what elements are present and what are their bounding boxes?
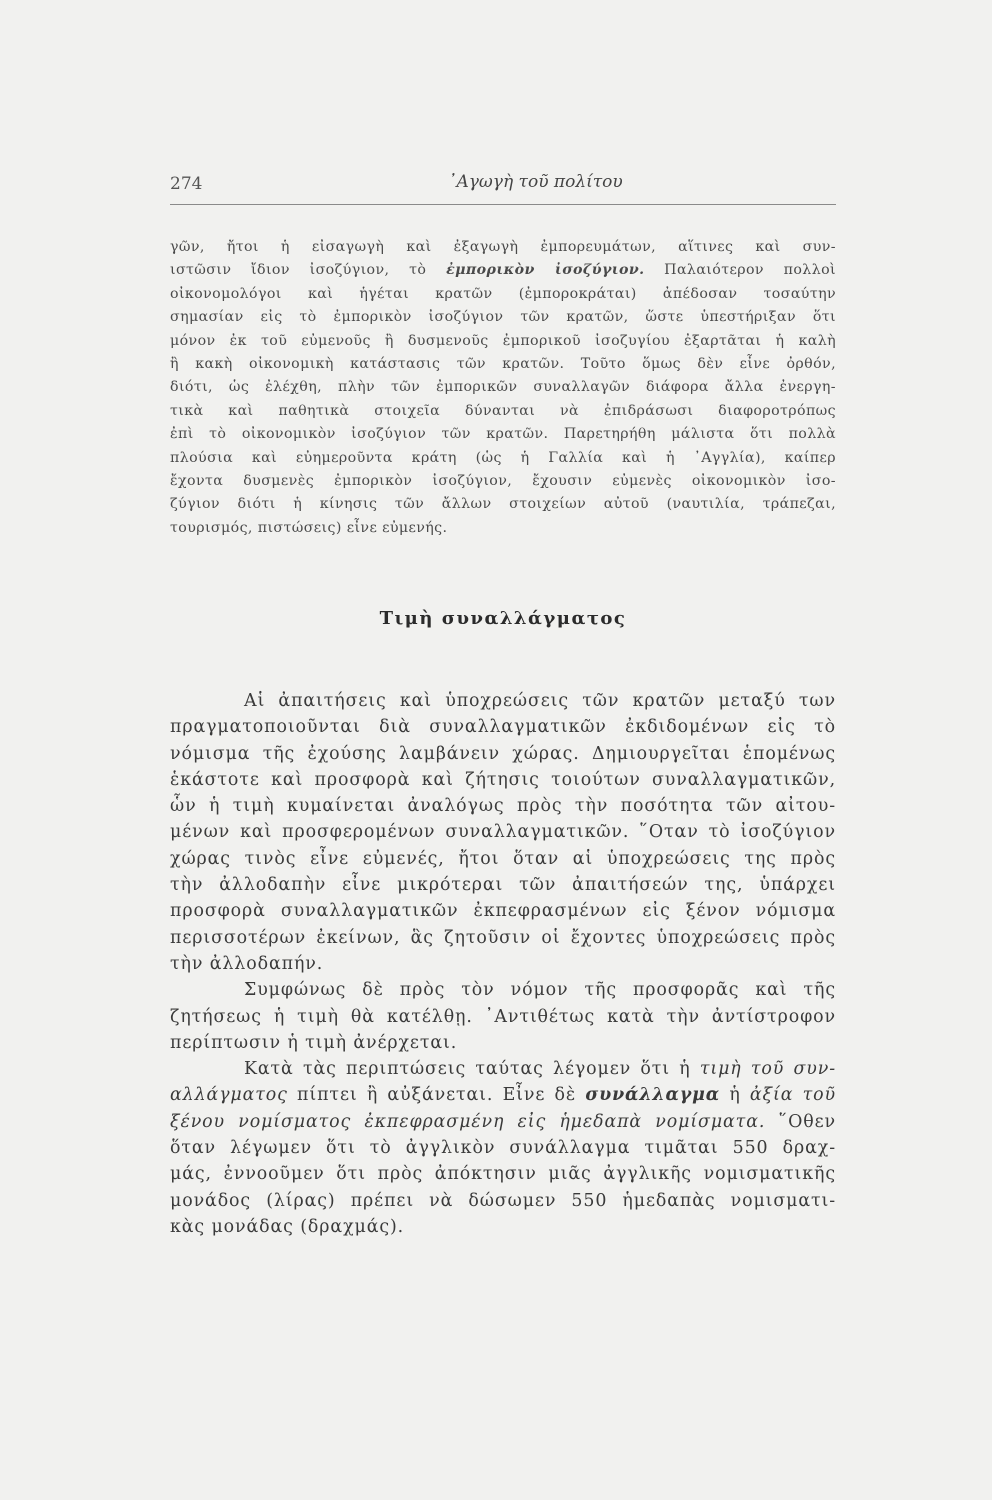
emphasis-term: τιμὴ τοῦ συν- xyxy=(699,1059,836,1080)
page-header xyxy=(170,172,836,205)
text-line: ζητήσεως ἡ τιμὴ θὰ κατέλθῃ. ᾿Αντιθέτως κατὰ τὴν ἀντίστροφον xyxy=(170,1006,836,1027)
text-line: μένων καὶ προσφερομένων συναλλαγματικῶν. ῞Οταν τὸ ἰσοζύγιον xyxy=(170,822,836,843)
text-line: μάς, ἐννοοῦμεν ὅτι πρὸς ἀπόκτησιν μιᾶς ἀγγλικῆς νομισματικῆς xyxy=(170,1164,836,1185)
paragraph-1 xyxy=(170,688,836,977)
intro-paragraph xyxy=(170,236,836,540)
text-line: γῶν, ἤτοι ἡ εἰσαγωγὴ καὶ ἐξαγωγὴ ἐμπορευμάτων, αἵτινες καὶ συν- xyxy=(170,239,836,255)
text-line: διότι, ὡς ἐλέχθη, πλὴν τῶν ἐμπορικῶν συναλλαγῶν διάφορα ἄλλα ἐνεργη- xyxy=(170,379,836,396)
text-line: ἑκάστοτε καὶ προσφορὰ καὶ ζήτησις τοιούτων συναλλαγματικῶν, xyxy=(170,769,836,790)
body-text xyxy=(170,688,836,1240)
text-fragment: ιστῶσιν ἴδιον ἰσοζύγιον, τὸ xyxy=(170,262,447,279)
text-line: τουρισμός, πιστώσεις) εἶνε εὐμενής. xyxy=(170,519,448,536)
text-line xyxy=(170,1082,836,1108)
section-heading: Τιμὴ συναλλάγματος xyxy=(379,608,627,629)
text-line: Συμφώνως δὲ πρὸς τὸν νόμον τῆς προσφορᾶς καὶ τῆς xyxy=(244,980,836,1001)
page-number: 274 xyxy=(170,174,203,194)
text-line: πραγματοποιοῦνται διὰ συναλλαγματικῶν ἐκδιδομένων εἰς τὸ xyxy=(170,717,836,738)
bold-term: συνάλλαγμα xyxy=(585,1085,721,1106)
text-line: τικὰ καὶ παθητικὰ στοιχεῖα δύνανται νὰ ἐπιδράσωσι διαφοροτρόπως xyxy=(170,402,836,419)
text-fragment: ἡ xyxy=(720,1085,750,1106)
text-line: ὅταν λέγωμεν ὅτι τὸ ἀγγλικὸν συνάλλαγμα τιμᾶται 550 δραχ- xyxy=(170,1138,836,1159)
text-line: ὧν ἡ τιμὴ κυμαίνεται ἀναλόγως πρὸς τὴν ποσότητα τῶν αἰτου- xyxy=(170,796,836,817)
paragraph-3 xyxy=(170,1056,836,1240)
paragraph-2 xyxy=(170,977,836,1056)
text-line: νόμισμα τῆς ἐχούσης λαμβάνειν χώρας. Δημιουργεῖται ἑπομένως xyxy=(170,743,836,764)
text-line xyxy=(170,1056,836,1082)
text-line: Αἱ ἀπαιτήσεις καὶ ὑποχρεώσεις τῶν κρατῶν μεταξύ των xyxy=(244,691,836,711)
emphasis-term: ἀξία τοῦ xyxy=(749,1085,836,1106)
text-line: σημασίαν εἰς τὸ ἐμπορικὸν ἰσοζύγιον τῶν κρατῶν, ὥστε ὑπεστήριξαν ὅτι xyxy=(170,309,836,326)
text-line: πλούσια καὶ εὐημεροῦντα κράτη (ὡς ἡ Γαλλία καὶ ἡ ᾿Αγγλία), καίπερ xyxy=(170,449,836,466)
text-line: περισσοτέρων ἐκείνων, ἃς ζητοῦσιν οἱ ἔχοντες ὑποχρεώσεις πρὸς xyxy=(170,927,836,948)
text-fragment: πίπτει ἢ αὐξάνεται. Εἶνε δὲ xyxy=(287,1085,586,1106)
text-line: περίπτωσιν ἡ τιμὴ ἀνέρχεται. xyxy=(170,1032,458,1053)
text-line: χώρας τινὸς εἶνε εὐμενές, ἤτοι ὅταν αἱ ὑποχρεώσεις της πρὸς xyxy=(170,848,836,869)
text-line: προσφορὰ συναλλαγματικῶν ἐκπεφρασμένων εἰς ξένον νόμισμα xyxy=(170,901,836,922)
text-line: ζύγιον διότι ἡ κίνησις τῶν ἄλλων στοιχείων αὐτοῦ (ναυτιλία, τράπεζαι, xyxy=(170,496,836,513)
text-line: μονάδος (λίρας) πρέπει νὰ δώσωμεν 550 ἡμεδαπὰς νομισματι- xyxy=(170,1190,836,1211)
text-line: μόνον ἐκ τοῦ εὐμενοῦς ἢ δυσμενοῦς ἐμπορικοῦ ἰσοζυγίου ἐξαρτᾶται ἡ καλὴ xyxy=(170,332,836,349)
text-fragment: ῞Οθεν xyxy=(765,1111,836,1132)
text-line: ἔχοντα δυσμενὲς ἐμπορικὸν ἰσοζύγιον, ἔχουσιν εὐμενὲς οἰκονομικὸν ἰσο- xyxy=(170,473,836,490)
text-line: κὰς μονάδας (δραχμάς). xyxy=(170,1216,405,1237)
emphasis-term: ξένου νομίσματος ἐκπεφρασμένη εἰς ἡμεδαπὰ νομίσματα. xyxy=(170,1111,766,1132)
text-fragment: Κατὰ τὰς περιπτώσεις ταύτας λέγομεν ὅτι ἡ xyxy=(244,1059,700,1080)
text-line: ἐπὶ τὸ οἰκονομικὸν ἰσοζύγιον τῶν κρατῶν. Παρετηρήθη μάλιστα ὅτι πολλὰ xyxy=(170,426,836,443)
text-line: οἰκονομολόγοι καὶ ἡγέται κρατῶν (ἐμποροκράται) ἀπέδοσαν τοσαύτην xyxy=(170,285,836,302)
text-line: τὴν ἀλλοδαπήν. xyxy=(170,953,324,974)
text-line xyxy=(170,1109,836,1135)
text-line xyxy=(170,259,836,282)
text-line: τὴν ἀλλοδαπὴν εἶνε μικρότεραι τῶν ἀπαιτήσεών της, ὑπάρχει xyxy=(170,875,836,896)
emphasis-term: αλλάγματος xyxy=(170,1085,288,1106)
text-fragment: Παλαιότερον πολλοὶ xyxy=(644,262,836,279)
emphasis-term: ἐμπορικὸν ἰσοζύγιον. xyxy=(446,262,645,279)
running-title: ᾿Αγωγὴ τοῦ πολίτου xyxy=(448,172,623,192)
text-line: ἢ κακὴ οἰκονομικὴ κατάστασις τῶν κρατῶν. Τοῦτο ὅμως δὲν εἶνε ὀρθόν, xyxy=(170,356,836,373)
